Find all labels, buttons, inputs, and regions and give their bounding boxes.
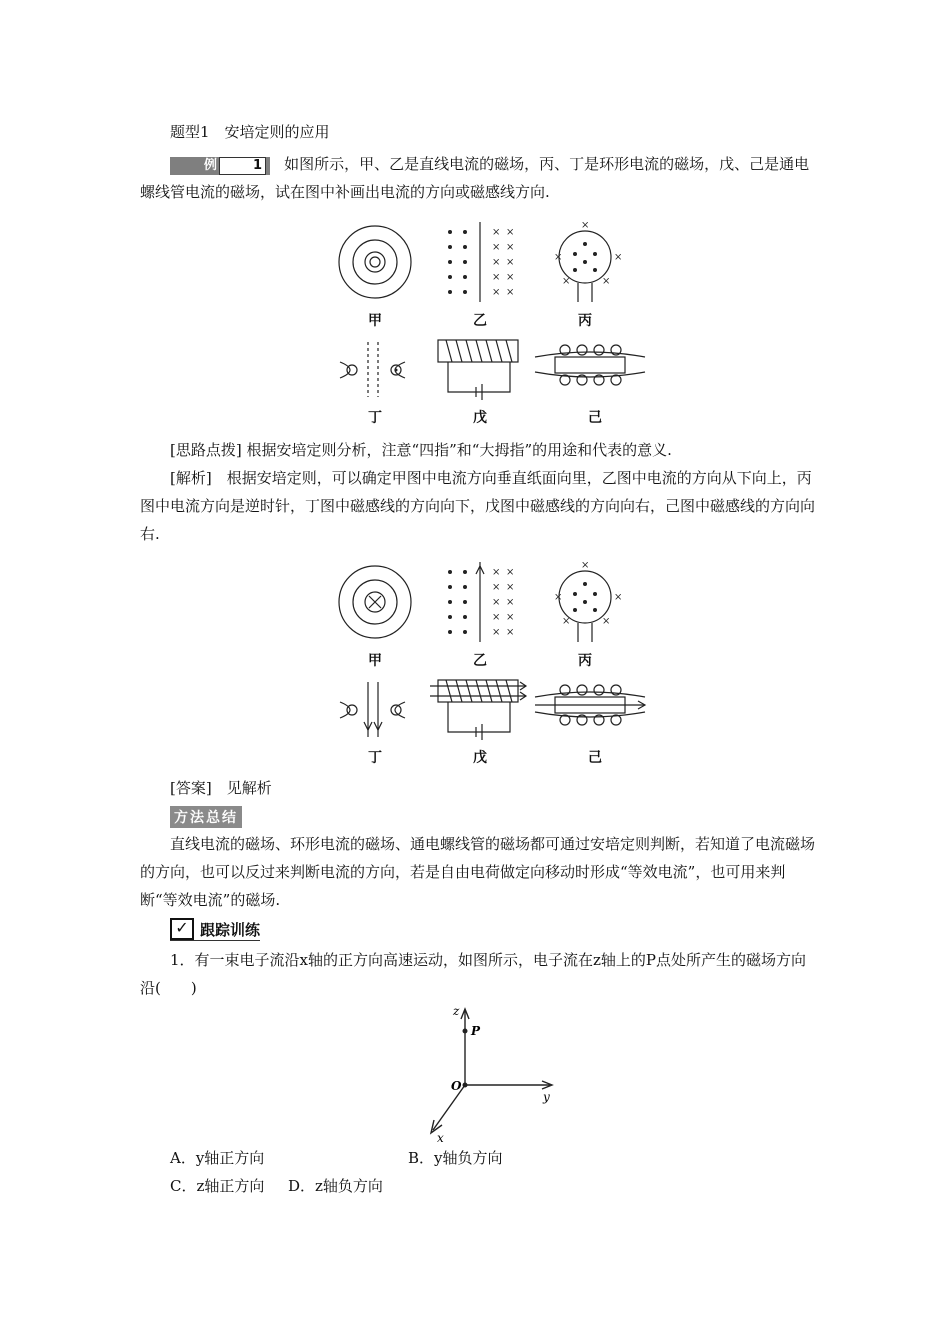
- option-d[interactable]: D．z轴负方向: [288, 1177, 383, 1195]
- figure-label-yi: 乙: [473, 313, 487, 329]
- svg-text:×: ×: [506, 627, 515, 638]
- figure-answer: [330, 562, 650, 772]
- figure-label-bing: 丙: [578, 653, 592, 669]
- svg-text:×: ×: [506, 227, 515, 238]
- svg-text:×: ×: [506, 287, 515, 298]
- figure-label-yi: 乙: [473, 653, 487, 669]
- question-paragraph: 1．有一束电子流沿x轴的正方向高速运动，如图所示，电子流在z轴上的P点处所产生的磁场方向沿( ): [140, 951, 807, 997]
- svg-text:×: ×: [581, 562, 590, 571]
- hint-paragraph: [思路点拨] 根据安培定则分析，注意“四指”和“大拇指”的用途和代表的意义.: [170, 441, 672, 459]
- svg-text:×: ×: [492, 227, 501, 238]
- figure-label-bing: 丙: [578, 313, 592, 329]
- svg-text:×: ×: [492, 242, 501, 253]
- svg-text:×: ×: [614, 252, 623, 263]
- svg-text:×: ×: [562, 276, 571, 287]
- svg-text:×: ×: [506, 612, 515, 623]
- point-p-label: P: [471, 1024, 481, 1038]
- option-b[interactable]: B．y轴负方向: [408, 1149, 503, 1167]
- svg-text:×: ×: [506, 272, 515, 283]
- svg-text:×: ×: [614, 592, 623, 603]
- figure-question: [330, 222, 650, 432]
- axis-z-label: z: [453, 1005, 460, 1018]
- figure-label-ji: 己: [588, 410, 602, 426]
- example-text: 如图所示，甲、乙是直线电流的磁场，丙、丁是环形电流的磁场，戊、己是通电螺线管电流的磁场，试在图中补画出电流的方向或磁感线方向.: [140, 155, 810, 201]
- axis-y-label: y: [543, 1090, 550, 1104]
- figure-label-ding: 丁: [368, 410, 382, 426]
- svg-text:×: ×: [581, 222, 590, 231]
- option-a[interactable]: A．y轴正方向: [170, 1149, 265, 1167]
- figure-label-wu: 戊: [473, 750, 487, 766]
- coordinate-axes-diagram: [415, 1005, 565, 1145]
- example-tag: 例 1: [170, 157, 270, 175]
- section-heading: 题型1 安培定则的应用: [170, 123, 330, 141]
- svg-text:×: ×: [602, 616, 611, 627]
- svg-text:×: ×: [554, 592, 563, 603]
- svg-text:×: ×: [506, 582, 515, 593]
- svg-text:×: ×: [492, 272, 501, 283]
- axis-figure: [415, 1005, 565, 1145]
- svg-text:×: ×: [602, 276, 611, 287]
- example-paragraph: [140, 150, 820, 206]
- svg-text:×: ×: [506, 567, 515, 578]
- option-c[interactable]: C．z轴正方向: [170, 1177, 265, 1195]
- svg-text:×: ×: [554, 252, 563, 263]
- svg-text:×: ×: [492, 627, 501, 638]
- figure-label-jia: 甲: [368, 313, 382, 329]
- tracking-header: ✓ 跟踪训练: [170, 918, 260, 941]
- method-summary-badge: 方法总结: [170, 806, 242, 828]
- figure-label-ding: 丁: [368, 750, 382, 766]
- origin-label: O: [451, 1079, 462, 1093]
- svg-text:×: ×: [506, 257, 515, 268]
- svg-text:×: ×: [492, 582, 501, 593]
- svg-text:×: ×: [506, 242, 515, 253]
- method-paragraph: 直线电流的磁场、环形电流的磁场、通电螺线管的磁场都可通过安培定则判断，若知道了电流磁场的方向，也可以反过来判断电流的方向，若是自由电荷做定向移动时形成“等效电流”，也可用来判断“等效电流”的磁场.: [140, 835, 816, 909]
- answer-line: [答案] 见解析: [170, 779, 272, 797]
- svg-text:×: ×: [506, 597, 515, 608]
- svg-text:×: ×: [492, 287, 501, 298]
- svg-text:×: ×: [492, 612, 501, 623]
- svg-text:×: ×: [562, 616, 571, 627]
- svg-text:×: ×: [492, 257, 501, 268]
- axis-x-label: x: [437, 1131, 444, 1145]
- checkmark-icon: ✓: [170, 918, 194, 940]
- svg-text:×: ×: [492, 597, 501, 608]
- figure-label-jia: 甲: [368, 653, 382, 669]
- svg-text:×: ×: [492, 567, 501, 578]
- analysis-paragraph: [解析] 根据安培定则，可以确定甲图中电流方向垂直纸面向里，乙图中电流的方向从下向上，丙图中电流方向是逆时针，丁图中磁感线的方向向下，戊图中磁感线的方向向右，己图中磁感线的方向向右.: [140, 469, 816, 543]
- figure-label-ji: 己: [588, 750, 602, 766]
- figure-label-wu: 戊: [473, 410, 487, 426]
